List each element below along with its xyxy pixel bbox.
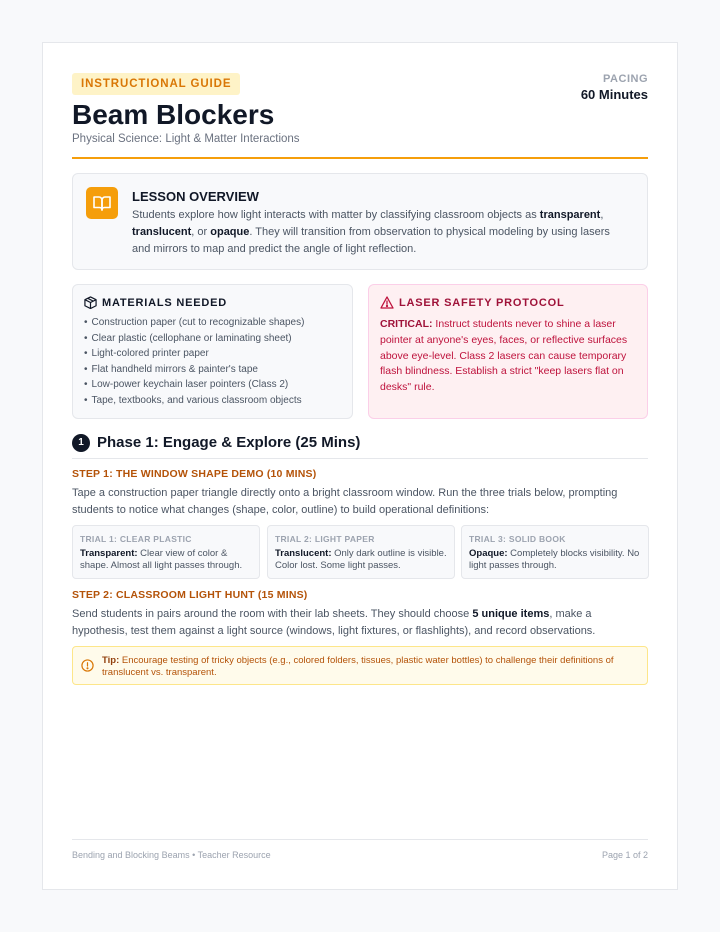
term-transparent: transparent	[539, 209, 601, 221]
info-circle-icon	[81, 659, 94, 672]
step-2-text: Send students in pairs around the room with their lab sheets. They should choose 5 unique items, make a hypothesis, test them against a light source (windows, light fixtures, or flashlights), and record observations.	[72, 608, 596, 637]
box-icon	[84, 296, 97, 309]
document-page	[42, 42, 678, 890]
materials-list	[84, 315, 304, 408]
critical-label: CRITICAL:	[380, 318, 433, 330]
list-item: • Clear plastic (cellophane or laminating sheet)	[84, 331, 304, 347]
trial-card	[461, 525, 649, 579]
materials-card	[72, 284, 353, 419]
list-item: • Tape, textbooks, and various classroom objects	[84, 393, 304, 409]
safety-title: LASER SAFETY PROTOCOL	[399, 297, 565, 309]
list-item: • Construction paper (cut to recognizable shapes)	[84, 315, 304, 331]
page-header	[72, 73, 648, 159]
page-number: Page 1 of 2	[601, 850, 648, 860]
trial-label: TRIAL 2: LIGHT PAPER	[275, 534, 375, 544]
phase-heading	[72, 433, 648, 459]
safety-text: CRITICAL: Instruct students never to shine a laser pointer at anyone's eyes, faces, or reflective surfaces above eye-level. Class 2 lasers can cause temporary flash blindness. Establish a strict "keep lasers flat on desks" rule.	[380, 318, 628, 394]
trial-label: TRIAL 3: SOLID BOOK	[469, 534, 566, 544]
tip-callout	[72, 646, 648, 685]
trial-description: Translucent: Only dark outline is visible. Color lost. Some light passes.	[275, 548, 447, 571]
term-translucent: translucent	[132, 226, 192, 238]
tip-label: Tip:	[102, 655, 120, 666]
list-item: • Low-power keychain laser pointers (Class 2)	[84, 377, 304, 393]
emphasis-text: 5 unique items	[472, 608, 550, 620]
tip-text: Tip: Encourage testing of tricky objects (e.g., colored folders, tissues, plastic water bottles) to challenge their definitions of translucent vs. transparent.	[102, 655, 614, 678]
footer-resource-title: Bending and Blocking Beams • Teacher Resource	[72, 850, 271, 860]
pacing-label: PACING	[603, 73, 648, 85]
trial-card	[72, 525, 260, 579]
step-2-title: STEP 2: CLASSROOM LIGHT HUNT (15 MINS)	[72, 589, 308, 601]
trials-row	[72, 525, 648, 579]
overview-title: LESSON OVERVIEW	[132, 189, 259, 204]
phase-title: Phase 1: Engage & Explore (25 Mins)	[97, 434, 361, 451]
pacing-block	[581, 73, 648, 102]
list-item: • Flat handheld mirrors & painter's tape	[84, 362, 304, 378]
warning-triangle-icon	[380, 296, 394, 309]
page-title: Beam Blockers	[72, 99, 275, 130]
phase-number-badge: 1	[72, 434, 90, 452]
page-footer	[72, 839, 648, 860]
trial-label: TRIAL 1: CLEAR PLASTIC	[80, 534, 192, 544]
guide-badge: INSTRUCTIONAL GUIDE	[72, 73, 240, 95]
materials-title: MATERIALS NEEDED	[102, 297, 228, 309]
list-item: • Light-colored printer paper	[84, 346, 304, 362]
term-opaque: opaque	[210, 226, 250, 238]
book-open-icon	[86, 187, 118, 219]
page-subtitle: Physical Science: Light & Matter Interactions	[72, 133, 300, 145]
materials-heading	[84, 296, 227, 309]
trial-description: Opaque: Completely blocks visibility. No light passes through.	[469, 548, 640, 571]
step-1-text: Tape a construction paper triangle directly onto a bright classroom window. Run the three trials below, prompting students to notice what changes (shape, color, outline) to build operational definitions:	[72, 487, 618, 516]
trial-description: Transparent: Clear view of color & shape. Almost all light passes through.	[80, 548, 243, 571]
laser-safety-card	[368, 284, 648, 419]
overview-text: Students explore how light interacts with matter by classifying classroom objects as transparent, translucent, or opaque. They will transition from observation to physical modeling by using lasers and mirrors to map and predict the angle of light reflection.	[132, 209, 610, 255]
safety-heading	[380, 296, 565, 309]
pacing-value: 60 Minutes	[580, 87, 648, 102]
step-1-title: STEP 1: THE WINDOW SHAPE DEMO (10 MINS)	[72, 468, 317, 480]
lesson-overview-card	[72, 173, 648, 270]
trial-card	[267, 525, 455, 579]
